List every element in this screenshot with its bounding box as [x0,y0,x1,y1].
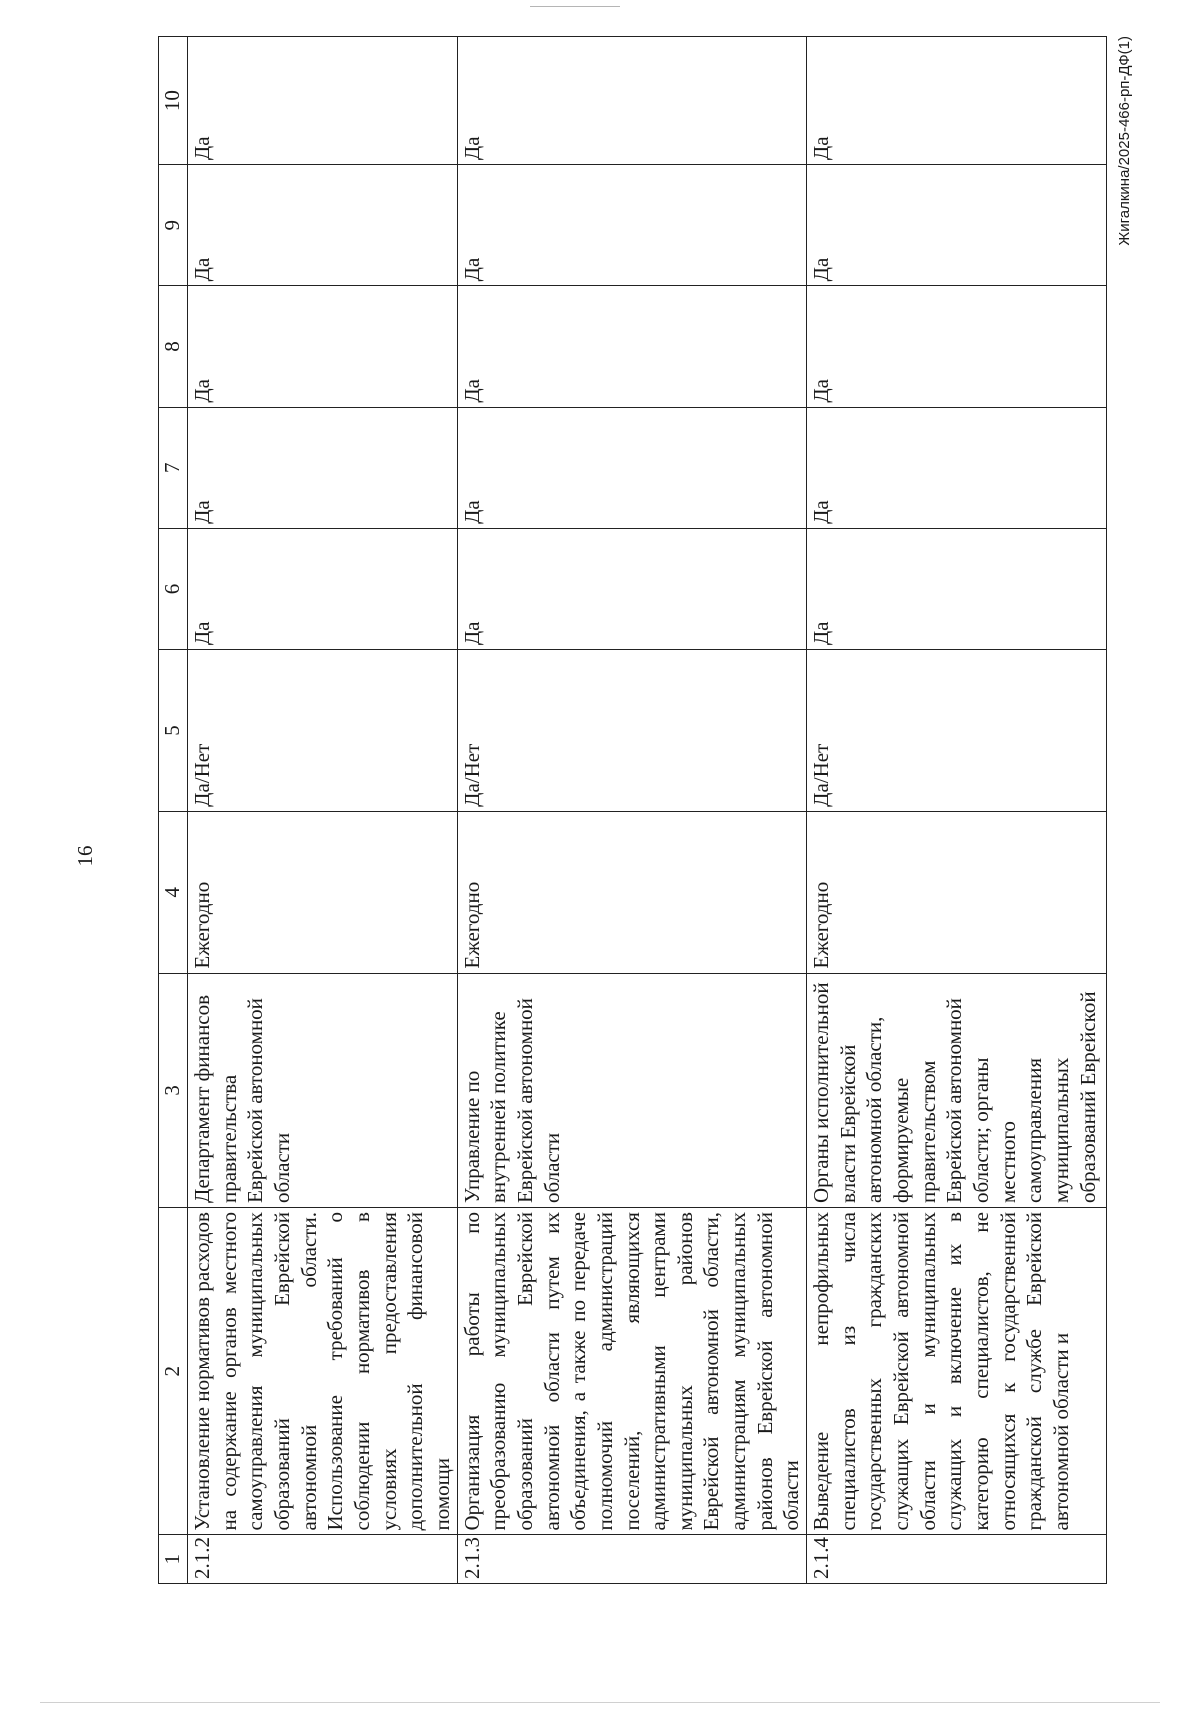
row-number: 2.1.4 [807,1535,1107,1584]
period-cell: Ежегодно [457,811,807,973]
col-header: 1 [159,1535,188,1584]
scan-artifact-top [530,6,620,7]
indicator-cell: Да [807,286,1107,407]
indicator-cell: Да [188,37,458,165]
indicator-cell: Да [457,37,807,165]
col-header: 2 [159,1208,188,1535]
col-header: 6 [159,528,188,649]
measure-cell: Выведение непрофильных специалистов из числа государственных гражданских служащих Еврейской автономной области и муниципальных служащих и включение их в категорию специалистов, не относящихся к государственной гражданской службе Еврейской автономной области и [807,1208,1107,1535]
indicator-cell: Да [457,528,807,649]
indicator-cell: Да/Нет [457,650,807,812]
executor-cell: Органы исполнительной власти Еврейской автономной области, формируемые правительством Еврейской автономной области; органы местного самоуправления муниципальных образований Еврейской [807,973,1107,1207]
measure-cell: Организация работы по преобразованию муниципальных образований Еврейской автономной области путем их объединения, а также по передаче полномочий администраций поселений, являющихся административными центрами муниципальных районов Еврейской автономной области, администрациям муниципальных районов Еврейской автономной области [457,1208,807,1535]
period-cell: Ежегодно [188,811,458,973]
page-number: 16 [73,845,97,867]
table-row [807,37,1107,1584]
col-header: 4 [159,811,188,973]
indicator-cell: Да [807,407,1107,528]
indicator-cell: Да [188,286,458,407]
indicator-cell: Да [807,37,1107,165]
col-header: 9 [159,165,188,286]
scan-artifact-bottom [40,1702,1160,1703]
table-row [457,37,807,1584]
indicator-cell: Да [807,165,1107,286]
executor-cell: Управление по внутренней политике Еврейской автономной области [457,973,807,1207]
indicator-cell: Да/Нет [807,650,1107,812]
col-header: 7 [159,407,188,528]
col-header: 5 [159,650,188,812]
row-number: 2.1.2 [188,1535,458,1584]
col-header: 3 [159,973,188,1207]
rotated-page [65,36,1135,1676]
indicator-cell: Да/Нет [188,650,458,812]
indicator-cell: Да [457,286,807,407]
col-header: 10 [159,37,188,165]
indicator-cell: Да [188,165,458,286]
period-cell: Ежегодно [807,811,1107,973]
document-code: Жигалкина/2025-466-рп-ДФ(1) [1116,36,1133,246]
indicator-cell: Да [457,165,807,286]
indicator-cell: Да [188,528,458,649]
row-number: 2.1.3 [457,1535,807,1584]
table-row [188,37,458,1584]
header-row [159,37,188,1584]
measures-table [158,36,1107,1584]
indicator-cell: Да [457,407,807,528]
executor-cell: Департамент финансов правительства Еврейской автономной области [188,973,458,1207]
indicator-cell: Да [807,528,1107,649]
indicator-cell: Да [188,407,458,528]
measure-cell: Установление нормативов расходов на содержание органов местного самоуправления муниципальных образований Еврейской автономной области. Использование требований о соблюдении нормативов в условиях предоставления дополнительной финансовой помощи [188,1208,458,1535]
col-header: 8 [159,286,188,407]
